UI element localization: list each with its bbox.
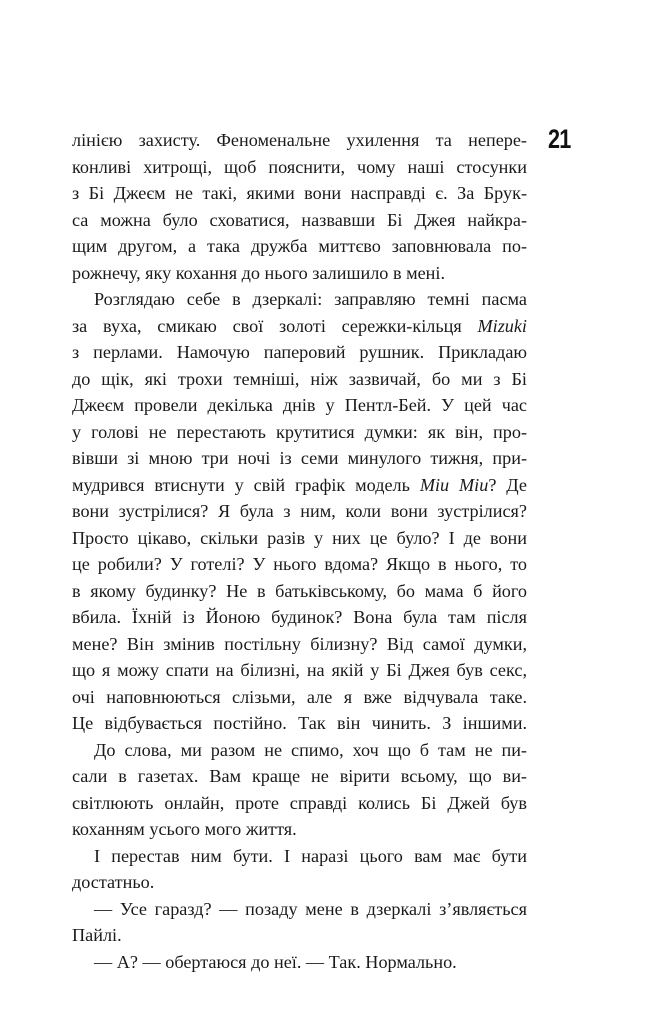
text-line: [72, 578, 527, 605]
text-line: [72, 472, 527, 499]
body-text: [72, 127, 527, 975]
text-line: [72, 525, 527, 552]
text-line: [72, 631, 527, 658]
text-run: — А? — обертаюся до неї. — Так. Нормально.: [94, 951, 457, 972]
paragraph: [72, 127, 527, 286]
text-line: [72, 154, 527, 181]
text-run: у голові не перестають крутитися думки: як він, про-: [72, 421, 527, 442]
text-run: очі наповнюються слізьми, але я вже відчувала таке.: [72, 686, 527, 707]
paragraph: [72, 949, 527, 976]
text-run: вони зустрілися? Я була з ним, коли вони зустрілися?: [72, 501, 527, 521]
text-line: [72, 869, 527, 896]
text-run: конливі хитрощі, щоб пояснити, чому наші стосунки: [72, 156, 527, 177]
text-run: світлюють онлайн, проте справді колись Бі Джей був: [72, 792, 527, 813]
text-line: [72, 604, 527, 631]
text-run: в якому будинку? Не в батьківському, бо мама б його: [72, 580, 527, 601]
text-run: з Бі Джеєм не такі, якими вони насправді є. За Брук-: [72, 183, 527, 203]
page-number: 21: [548, 124, 571, 154]
text-line: [72, 551, 527, 578]
text-run: з перлами. Намочую паперовий рушник. Прикладаю: [72, 342, 527, 362]
text-run: що я можу спати на білизні, на якій у Бі Джея був секс,: [72, 660, 527, 680]
text-run: ? Де: [488, 474, 527, 495]
text-run: мене? Він змінив постільну білизну? Від самої думки,: [72, 633, 527, 654]
paragraph: [72, 737, 527, 843]
text-run: щим другом, а така дружба миттєво заповнювала по-: [72, 236, 527, 256]
text-line: [72, 127, 527, 154]
text-line: [72, 233, 527, 260]
text-line: [72, 737, 527, 764]
italic-text: Mizuki: [477, 315, 527, 336]
text-run: — Усе гаразд? — позаду мене в дзеркалі з’являється: [94, 898, 527, 919]
text-line: [72, 922, 527, 949]
text-run: са можна було сховатися, назвавши Бі Джея найкра-: [72, 209, 527, 230]
text-line: [72, 816, 527, 843]
text-run: вбила. Їхній із Йоною будинок? Вона була там після: [72, 607, 527, 627]
text-run: за вуха, смикаю свої золоті сережки-кільця: [72, 315, 478, 336]
text-line: [72, 392, 527, 419]
text-line: [72, 657, 527, 684]
paragraph: [72, 896, 527, 949]
text-line: [72, 445, 527, 472]
text-line: [72, 286, 527, 313]
text-line: [72, 790, 527, 817]
text-run: сали в газетах. Вам краще не вірити всьому, що ви-: [72, 766, 527, 786]
text-run: рожнечу, яку кохання до нього залишило в мені.: [72, 262, 446, 283]
text-run: Розглядаю себе в дзеркалі: заправляю темні пасма: [94, 289, 527, 309]
text-line: [72, 896, 527, 923]
text-line: [72, 366, 527, 393]
text-line: [72, 843, 527, 870]
text-run: вівши зі мною три ночі із семи минулого тижня, при-: [72, 448, 527, 468]
text-run: мудрився втиснути у свій графік модель: [72, 474, 420, 495]
italic-text: Міu Міu: [419, 474, 489, 495]
text-line: [72, 949, 527, 976]
text-line: [72, 684, 527, 711]
paragraph: [72, 843, 527, 896]
text-run: І перестав ним бути. І наразі цього вам має бути: [94, 845, 527, 866]
text-line: [72, 498, 527, 525]
text-run: коханням усього мого життя.: [72, 819, 297, 839]
text-line: [72, 339, 527, 366]
text-line: [72, 207, 527, 234]
text-line: [72, 419, 527, 446]
text-line: [72, 710, 527, 737]
text-line: [72, 260, 527, 287]
text-run: лінією захисту. Феноменальне ухилення та непере-: [72, 130, 527, 150]
text-run: достатньо.: [72, 872, 155, 892]
text-run: Це відбувається постійно. Так він чинить. З іншими.: [72, 713, 527, 733]
text-line: [72, 313, 527, 340]
text-run: До слова, ми разом не спимо, хоч що б там не пи-: [94, 739, 527, 760]
text-line: [72, 763, 527, 790]
text-run: Просто цікаво, скільки разів у них це було? І де вони: [72, 527, 527, 548]
text-run: це робили? У готелі? У нього вдома? Якщо в нього, то: [72, 554, 527, 574]
text-run: Джеєм провели декілька днів у Пентл-Бей. У цей час: [72, 395, 527, 415]
paragraph: [72, 286, 527, 737]
text-run: до щік, які трохи темніші, ніж зазвичай, бо ми з Бі: [72, 368, 527, 389]
text-line: [72, 180, 527, 207]
text-run: Пайлі.: [72, 925, 122, 945]
